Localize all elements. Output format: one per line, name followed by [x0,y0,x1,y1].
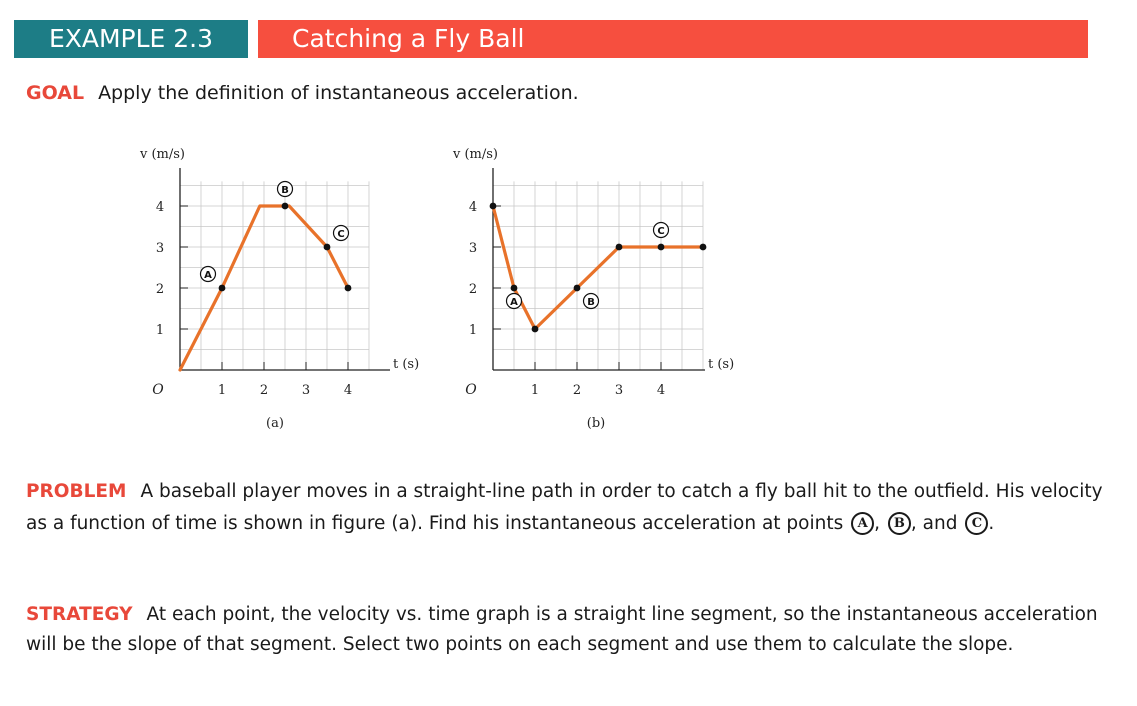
strategy-text: At each point, the velocity vs. time graph is a straight line segment, so the instantaneous acceleration will be the slope of that segment. Select two points on each segment and use them to calculate the slope. [26,604,1098,655]
problem-end: . [988,513,995,534]
example-number: EXAMPLE 2.3 [14,20,248,58]
panel-a-data-point [219,285,226,292]
panel-b-y-tick-label: 4 [468,200,478,215]
panel-b-data-point [532,326,539,333]
panel-a-x-tick-label: 4 [343,383,353,398]
example-header [14,20,1088,58]
panel-b-y-tick-label: 1 [468,323,478,338]
panel-a-y-tick-label: 3 [155,241,165,256]
panel-a-data-point [324,244,331,251]
panel-b-x-axis-label: t (s) [708,357,735,372]
problem-label: PROBLEM [26,481,127,502]
panel-b-origin-label: O [465,382,477,398]
panel-b-x-tick-label: 3 [614,383,624,398]
panel-b-data-point [574,285,581,292]
panel-a-y-axis-label: v (m/s) [140,147,185,162]
goal-text: Apply the definition of instantaneous acceleration. [98,82,579,104]
point-b-circle: B [888,512,911,535]
panel-a-annotation-label: C [337,229,345,240]
panel-a-y-tick-label: 2 [155,282,165,297]
strategy-label: STRATEGY [26,604,133,625]
velocity-graphs [130,140,750,440]
panel-a-origin-label: O [152,382,164,398]
problem-section [26,476,1106,540]
panel-b-data-point [490,203,497,210]
panel-b-panel-label: (b) [586,416,606,431]
problem-sep-1: , [874,513,881,534]
goal-section [26,82,579,104]
panel-b-data-point [700,244,707,251]
panel-a-x-tick-label: 3 [301,383,311,398]
problem-sep-2: , and [910,513,958,534]
panel-a-x-axis-label: t (s) [393,357,420,372]
panel-b-x-tick-label: 2 [572,383,582,398]
panel-b-y-axis-label: v (m/s) [453,147,498,162]
panel-b-data-point [616,244,623,251]
panel-b-annotation-label: B [587,297,595,308]
panel-a-x-tick-label: 2 [259,383,269,398]
panel-b-annotation-label: C [657,226,665,237]
panel-a-data-point [345,285,352,292]
panel-a-y-tick-label: 1 [155,323,165,338]
point-a-circle: A [851,512,874,535]
panel-a-panel-label: (a) [266,416,284,431]
panel-b-data-point [511,285,518,292]
panel-a-data-point [282,203,289,210]
panel-b-data-point [658,244,665,251]
panel-b-x-tick-label: 1 [530,383,540,398]
point-c-circle: C [965,512,988,535]
panel-a-y-tick-label: 4 [155,200,165,215]
example-title: Catching a Fly Ball [258,20,1088,58]
panel-a-annotation-label: A [204,270,212,281]
velocity-time-figure [130,140,750,440]
panel-b-x-tick-label: 4 [656,383,666,398]
panel-b-y-tick-label: 3 [468,241,478,256]
panel-a-x-tick-label: 1 [217,383,227,398]
panel-a-annotation-label: B [281,185,289,196]
panel-b-annotation-label: A [510,297,518,308]
strategy-section [26,600,1106,660]
problem-text: A baseball player moves in a straight-line path in order to catch a fly ball hit to the outfield. His velocity as a function of time is shown in figure (a). Find his instantaneous acceleration at points [26,481,1103,534]
goal-label: GOAL [26,82,85,104]
panel-b-y-tick-label: 2 [468,282,478,297]
